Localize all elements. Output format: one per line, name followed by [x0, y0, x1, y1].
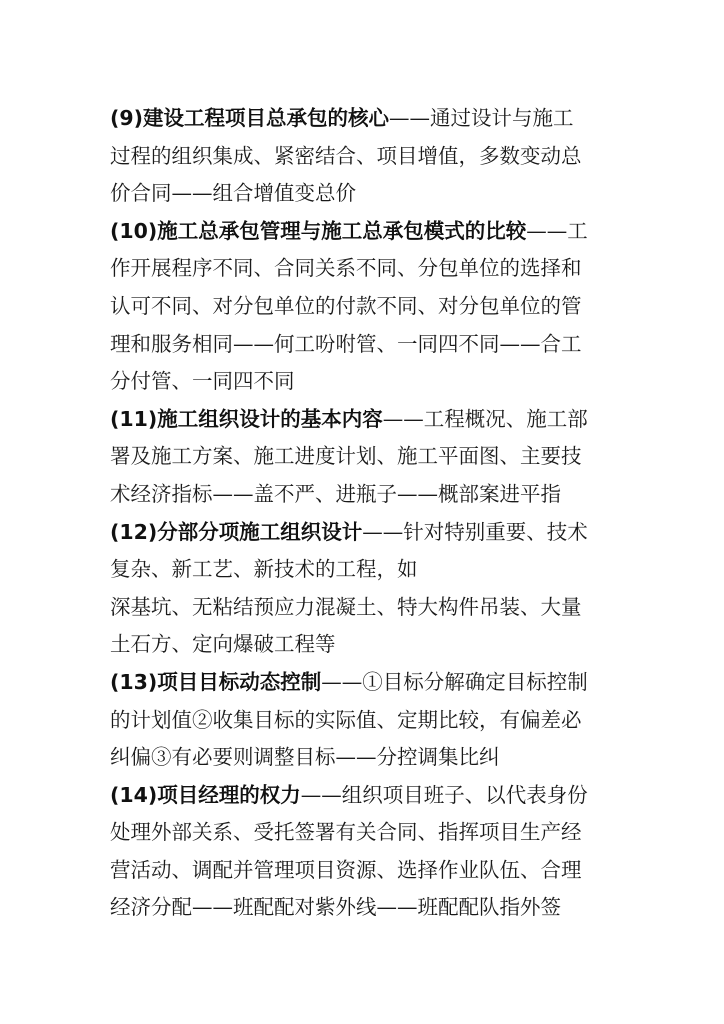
section-heading-12: (12)分部分项施工组织设计 — [110, 519, 363, 544]
line-text: ——通过设计与施工 — [389, 106, 574, 130]
section-heading-11: (11)施工组织设计的基本内容 — [110, 406, 383, 431]
text-line-20 — [110, 814, 618, 852]
line-text: 分付管、一同四不同 — [110, 369, 295, 394]
text-line-10 — [110, 438, 618, 476]
line-text: 深基坑、无粘结预应力混凝土、特大构件吊装、大量 — [110, 594, 582, 619]
text-line-13 — [110, 551, 618, 589]
text-line-16 — [110, 664, 618, 702]
line-text: ——针对特别重要、技术 — [362, 519, 588, 544]
line-text: 处理外部关系、受托签署有关合同、指挥项目生产经 — [110, 820, 582, 845]
text-line-11 — [110, 476, 618, 514]
section-heading-13: (13)项目目标动态控制 — [110, 669, 322, 694]
line-text: 术经济指标——盖不严、进瓶子——概部案进平指 — [110, 481, 561, 506]
line-text: 的计划值②收集目标的实际值、定期比较，有偏差必 — [110, 707, 582, 732]
document-body — [110, 100, 618, 927]
text-line-1 — [110, 100, 618, 138]
section-heading-14: (14)项目经理的权力 — [110, 782, 301, 807]
text-line-22 — [110, 889, 618, 927]
section-heading-10: (10)施工总承包管理与施工总承包模式的比较 — [110, 218, 527, 243]
text-line-14 — [110, 589, 618, 627]
text-line-17 — [110, 702, 618, 740]
text-line-5 — [110, 250, 618, 288]
text-line-21 — [110, 852, 618, 890]
text-line-4 — [110, 213, 618, 251]
line-text: ——工 — [526, 218, 588, 243]
text-line-15 — [110, 626, 618, 664]
text-line-12 — [110, 514, 618, 552]
text-line-2 — [110, 138, 618, 176]
text-line-7 — [110, 326, 618, 364]
text-line-18 — [110, 739, 618, 777]
line-text: 作开展程序不同、合同关系不同、分包单位的选择和 — [110, 256, 582, 281]
section-heading-9: (9)建设工程项目总承包的核心 — [110, 106, 390, 130]
text-line-8 — [110, 363, 618, 401]
line-text: 复杂、新工艺、新技术的工程，如 — [110, 557, 418, 582]
line-text: 土石方、定向爆破工程等 — [110, 632, 336, 657]
line-text: ——①目标分解确定目标控制 — [321, 669, 588, 694]
line-text: 署及施工方案、施工进度计划、施工平面图、主要技 — [110, 444, 582, 469]
line-text: ——组织项目班子、以代表身份 — [300, 782, 588, 807]
line-text: 过程的组织集成、紧密结合、项目增值，多数变动总 — [110, 143, 582, 168]
line-text: 经济分配——班配配对紫外线——班配配队指外签 — [110, 895, 561, 920]
text-line-19 — [110, 777, 618, 815]
line-text: 纠偏③有必要则调整目标——分控调集比纠 — [110, 745, 500, 770]
text-line-6 — [110, 288, 618, 326]
text-line-3 — [110, 175, 618, 213]
line-text: 认可不同、对分包单位的付款不同、对分包单位的管 — [110, 293, 582, 318]
text-line-9 — [110, 401, 618, 439]
line-text: ——工程概况、施工部 — [382, 406, 588, 431]
line-text: 理和服务相同——何工吩咐管、一同四不同——合工 — [110, 331, 582, 356]
line-text: 价合同——组合增值变总价 — [110, 181, 356, 206]
line-text: 营活动、调配并管理项目资源、选择作业队伍、合理 — [110, 857, 582, 882]
